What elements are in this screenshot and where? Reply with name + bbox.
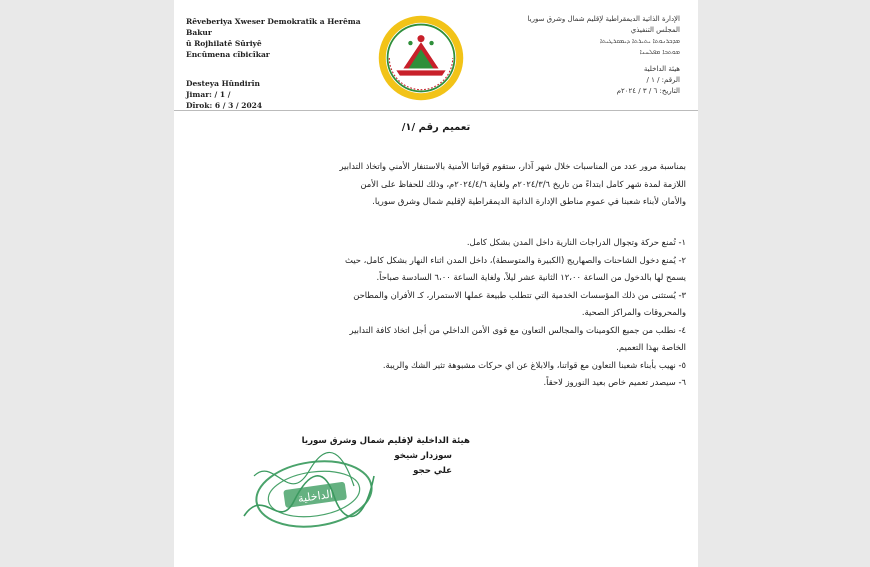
list-item: [258, 357, 686, 375]
intro-line: اللازمة لمدة شهر كامل ابتداءً من تاريخ ٢٠٢٤/٣/٦م ولغاية ٢٠٢٤/٤/٦م، وذلك للحفاظ على الأمن: [360, 178, 686, 189]
council-name-kurdish: Encûmena cîbicîkar: [186, 50, 270, 59]
list-item-line: ٥- نهيب بأبناء شعبنا التعاون مع قواتنا، والابلاغ عن اي حركات مشبوهة تثير الشك والريبة.: [382, 359, 686, 370]
list-item-line: ٣- يُستثنى من ذلك المؤسسات الخدمية التي تتطلب طبيعة عملها الاستمرار، كـ الأفران والمطاحن: [353, 289, 686, 300]
signing-authority: هيئة الداخلية لإقليم شمال وشرق سوريا: [301, 436, 470, 446]
list-item-line: والمحروقات والمراكز الصحية.: [581, 307, 686, 317]
org-name-syriac-1: ܡܕܒܪܢܘܬܐ ܝܬܝܪܬܐ ܕܝܡܩܪܛܝܬܐ: [600, 37, 680, 45]
doc-number-arabic: الرقم: / ١ /: [646, 76, 680, 84]
intro-line: بمناسبة مرور عدد من المناسبات خلال شهر آذار، ستقوم قواتنا الأمنية بالاستنفار الأمني واتخاذ التدابير: [339, 161, 686, 171]
signatory-name-2: علي حجو: [413, 466, 452, 476]
list-item-line: الخاصة بهذا التعميم.: [616, 342, 686, 352]
list-item: [258, 287, 686, 322]
list-item-line: ٤- نطلب من جميع الكومينات والمجالس التعاون مع قوى الأمن الداخلي من أجل اتخاذ كافة التدابير: [349, 324, 686, 335]
doc-number-kurdish: Jimar: / 1 /: [186, 90, 231, 99]
list-item-line: يسمح لها بالدخول من الساعة ١٢،٠٠ الثانية عشر ليلاً، ولغاية الساعة ٦،٠٠ السادسة صباحاً.: [376, 272, 686, 282]
org-name-kurdish-1: Rêveberiya Xweser Demokratîk a Herêma Bakur: [186, 17, 361, 37]
circular-title: تعميم رقم /١/: [401, 122, 471, 133]
dept-name-kurdish: Desteya Hûndirîn: [186, 79, 260, 88]
org-name-kurdish-2: û Rojhilatê Sûriyê: [186, 39, 262, 48]
dept-name-arabic: هيئة الداخلية: [643, 65, 680, 73]
org-name-syriac-2: ܡܘܬܒܐ ܡܦܠܚܢܐ: [639, 48, 680, 56]
doc-date-kurdish: Dîrok: 6 / 3 / 2024: [186, 101, 263, 110]
list-item-line: ١- تُمنع حركة وتجوال الدراجات النارية داخل المدن بشكل كامل.: [466, 237, 686, 247]
intro-line: والأمان لأبناء شعبنا في عموم مناطق الإدارة الذاتية الديمقراطية لإقليم شمال وشرق سوريا.: [372, 196, 686, 206]
list-item-line: ٢- يُمنع دخول الشاحنات والصهاريج (الكبيرة والمتوسطة)، داخل المدن اثناء النهار بشكل كامل، حيث: [345, 254, 686, 265]
list-item-line: ٦- سيصدر تعميم خاص بعيد النوروز لاحقاً.: [543, 377, 686, 387]
directives-list: [258, 234, 686, 392]
header-right: [480, 14, 680, 97]
doc-date-arabic: التاريخ: ٦ / ٣ / ٢٠٢٤م: [616, 87, 680, 95]
stamp-label: الداخلية: [297, 487, 334, 506]
list-item: [258, 252, 686, 287]
signatory-name-1: سوزدار شيخو: [394, 451, 452, 461]
document-page: [174, 0, 698, 567]
header-divider: [174, 110, 698, 111]
signature-scribble: [254, 452, 354, 486]
official-stamp: [234, 446, 384, 538]
list-item: [258, 322, 686, 357]
header-left: [186, 16, 386, 111]
intro-paragraph: [258, 158, 686, 211]
org-name-arabic: الإدارة الذاتية الديمقراطية لإقليم شمال وشرق سوريا: [527, 15, 680, 23]
council-name-arabic: المجلس التنفيذي: [630, 26, 680, 34]
emblem-logo: [377, 14, 465, 102]
list-item: [258, 374, 686, 392]
list-item: [258, 234, 686, 252]
